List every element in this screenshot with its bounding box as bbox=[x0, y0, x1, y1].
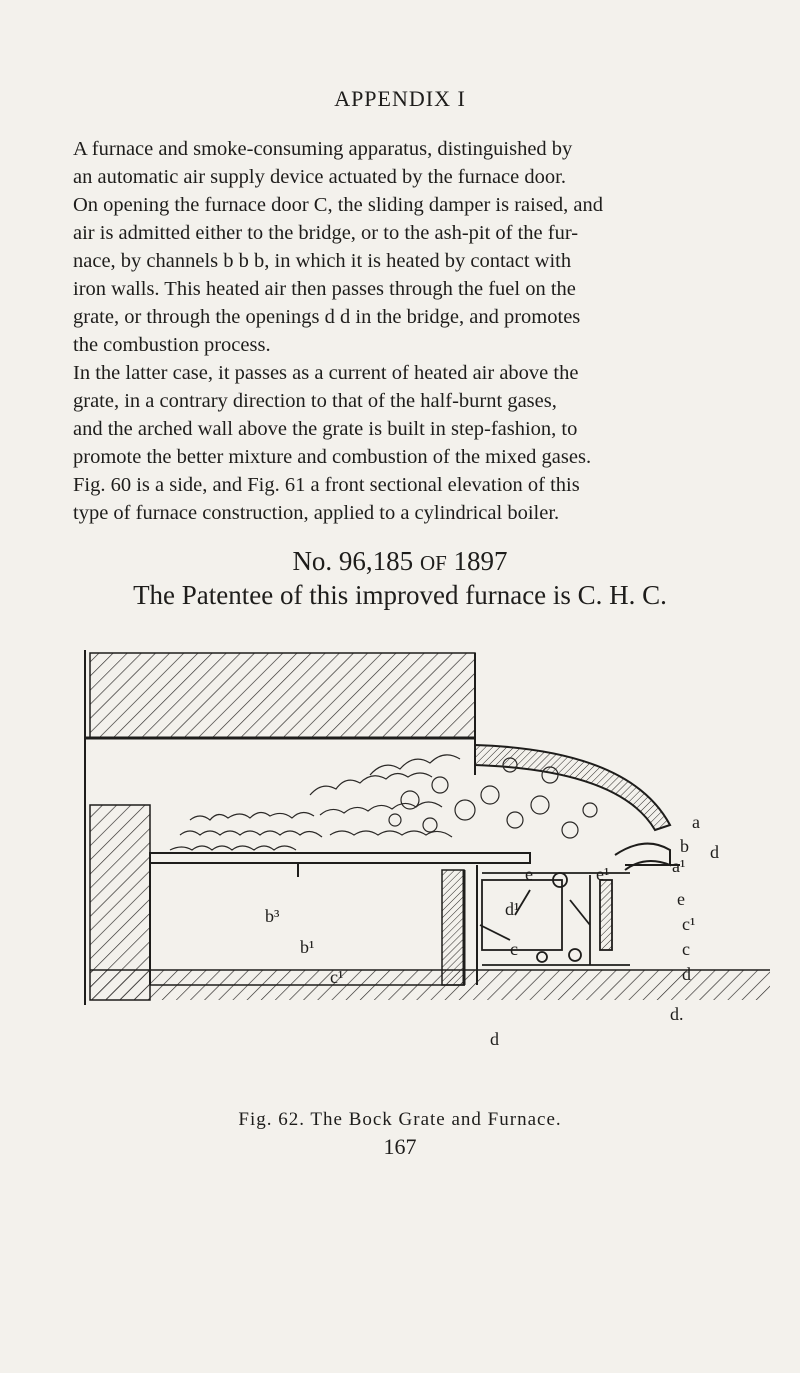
label-d-mid: d bbox=[682, 964, 691, 984]
label-d-bottom: d bbox=[490, 1029, 499, 1049]
label-e1: e¹ bbox=[596, 864, 610, 884]
text-line: the combustion process. bbox=[73, 334, 271, 356]
top-wall-hatching bbox=[85, 650, 475, 745]
damper bbox=[615, 844, 680, 870]
text-line: Fig. 60 is a side, and Fig. 61 a front sectional elevation of this bbox=[73, 474, 580, 496]
door-assembly bbox=[480, 873, 630, 965]
patent-number bbox=[0, 546, 800, 577]
label-e-right: e bbox=[677, 889, 685, 909]
caption-title: The Bock Grate and Furnace. bbox=[310, 1109, 562, 1130]
label-c1-left: c¹ bbox=[330, 967, 344, 987]
text-line: iron walls. This heated air then passes through the fuel on the bbox=[73, 278, 576, 300]
label-d: d bbox=[710, 842, 719, 862]
label-c-right: c bbox=[682, 939, 690, 959]
body-paragraph bbox=[73, 135, 737, 527]
label-b1: b¹ bbox=[300, 937, 315, 957]
bridge-wall bbox=[442, 865, 477, 985]
page-number: 167 bbox=[383, 1134, 417, 1159]
patent-of: OF bbox=[419, 551, 447, 575]
patent-number-text: No. 96,185 bbox=[292, 546, 414, 576]
text-line: nace, by channels b b b, in which it is heated by contact with bbox=[73, 250, 572, 272]
label-c1-right: c¹ bbox=[682, 914, 696, 934]
text-line: air is admitted either to the bridge, or to the ash-pit of the fur- bbox=[73, 222, 579, 244]
left-wall-hatching bbox=[85, 745, 150, 1005]
patent-year: 1897 bbox=[453, 546, 508, 576]
text-line: grate, in a contrary direction to that of the half-burnt gases, bbox=[73, 390, 557, 412]
caption-fig-number: Fig. 62. bbox=[238, 1109, 305, 1130]
label-d1: d¹ bbox=[505, 899, 520, 919]
furnace-figure bbox=[70, 625, 770, 1065]
text-line: On opening the furnace door C, the sliding damper is raised, and bbox=[73, 194, 604, 216]
label-d-low: d. bbox=[670, 1004, 684, 1024]
label-b3: b³ bbox=[265, 906, 280, 926]
text-line: In the latter case, it passes as a current of heated air above the bbox=[73, 362, 579, 384]
label-a1: a¹ bbox=[672, 856, 686, 876]
grate bbox=[150, 853, 530, 985]
text-line: grate, or through the openings d d in the bridge, and promotes bbox=[73, 306, 581, 328]
label-a: a bbox=[692, 812, 700, 832]
running-header: APPENDIX I bbox=[334, 86, 466, 111]
patentee-line: The Patentee of this improved furnace is C. H. C. bbox=[133, 580, 667, 610]
figure-caption bbox=[0, 1109, 800, 1131]
label-e: e bbox=[525, 864, 533, 884]
text-line: and the arched wall above the grate is built in step-fashion, to bbox=[73, 418, 578, 440]
text-line: promote the better mixture and combustion of the mixed gases. bbox=[73, 446, 592, 468]
label-c-inner: c bbox=[510, 939, 518, 959]
text-line: type of furnace construction, applied to a cylindrical boiler. bbox=[73, 502, 560, 524]
label-b: b bbox=[680, 836, 689, 856]
text-line: an automatic air supply device actuated by the furnace door. bbox=[73, 166, 566, 188]
boiler-shell bbox=[475, 745, 670, 830]
text-line: A furnace and smoke-consuming apparatus, distinguished by bbox=[73, 138, 573, 160]
